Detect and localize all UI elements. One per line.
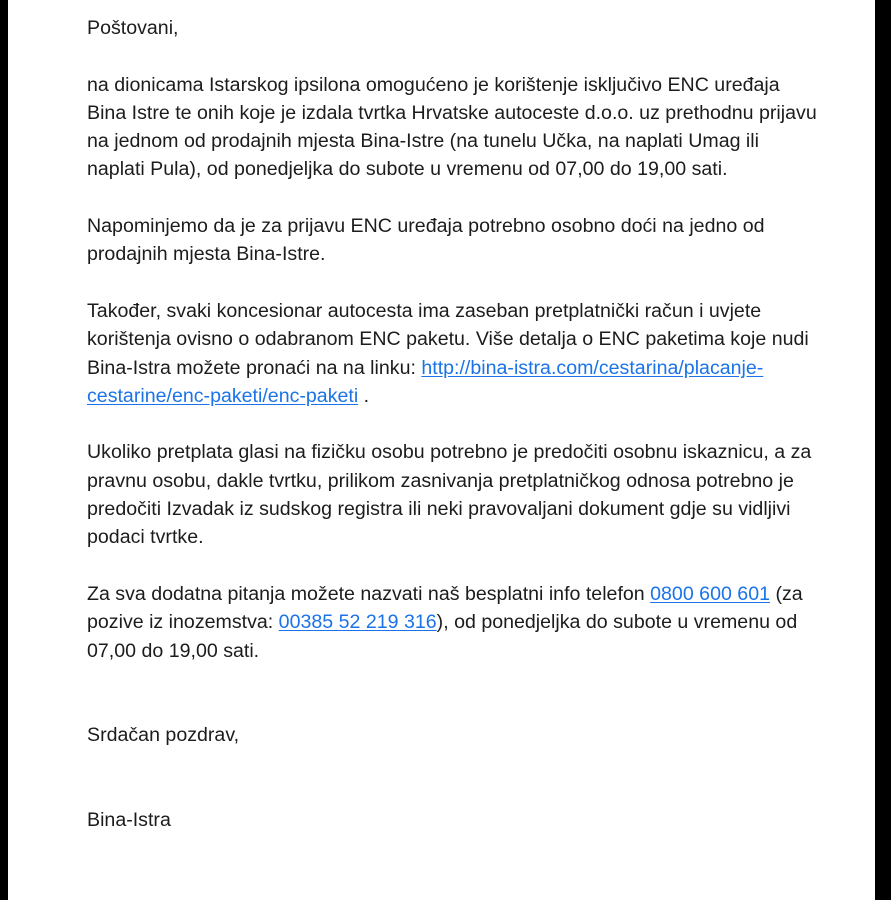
contact-text-2: (za pozive iz inozemstva: bbox=[87, 582, 803, 634]
paragraph-documents: Ukoliko pretplata glasi na fizičku osobu potrebno je predočiti osobnu iskaznicu, a za pravnu osobu, dakle tvrtku, prilikom zasnivanja pretplatničkog odnosa potrebno je predočiti Izvadak iz sudskog registra ili neki pravovaljani dokument gdje su vidljivi podaci tvrtke. bbox=[87, 441, 812, 549]
signature: Bina-Istra bbox=[87, 809, 171, 832]
email-body bbox=[87, 14, 817, 835]
enc-packages-link[interactable]: http://bina-istra.com/cestarina/placanje-cestarine/enc-paketi/enc-paketi bbox=[87, 356, 764, 407]
closing: Srdačan pozdrav, bbox=[87, 724, 240, 747]
paragraph-registration: Napominjemo da je za prijavu ENC uređaja potrebno osobno doći na jedno od prodajnih mjesta Bina-Istre. bbox=[87, 215, 765, 266]
intl-phone-link[interactable]: 00385 52 219 316 bbox=[278, 611, 437, 634]
paragraph-contact bbox=[87, 580, 817, 665]
paragraph-packages bbox=[87, 297, 817, 410]
contact-text-1: Za sva dodatna pitanja možete nazvati naš besplatni info telefon bbox=[87, 582, 651, 605]
paragraph-packages-text: Također, svaki koncesionar autocesta ima zaseban pretplatnički račun i uvjete korištenja ovisno o odabranom ENC paketu. Više detalja o ENC paketima koje nudi Bina-Istra možete pronaći na na linku: bbox=[87, 299, 809, 379]
email-page bbox=[8, 0, 875, 900]
greeting: Poštovani, bbox=[87, 17, 179, 39]
paragraph-enc-devices: na dionicama Istarskog ipsilona omogućeno je korištenje isključivo ENC uređaja Bina Istre te onih koje je izdala tvrtka Hrvatske autoceste d.o.o. uz prethodnu prijavu na jednom od prodajnih mjesta Bina-Istre (na tunelu Učka, na naplati Umag ili naplati Pula), od ponedjeljka do subote u vremenu od 07,00 do 19,00 sati. bbox=[87, 73, 817, 181]
paragraph-packages-end: . bbox=[358, 384, 370, 407]
contact-text-3: ), od ponedjeljka do subote u vremenu od 07,00 do 19,00 sati. bbox=[87, 611, 798, 662]
info-phone-link[interactable]: 0800 600 601 bbox=[650, 582, 770, 605]
